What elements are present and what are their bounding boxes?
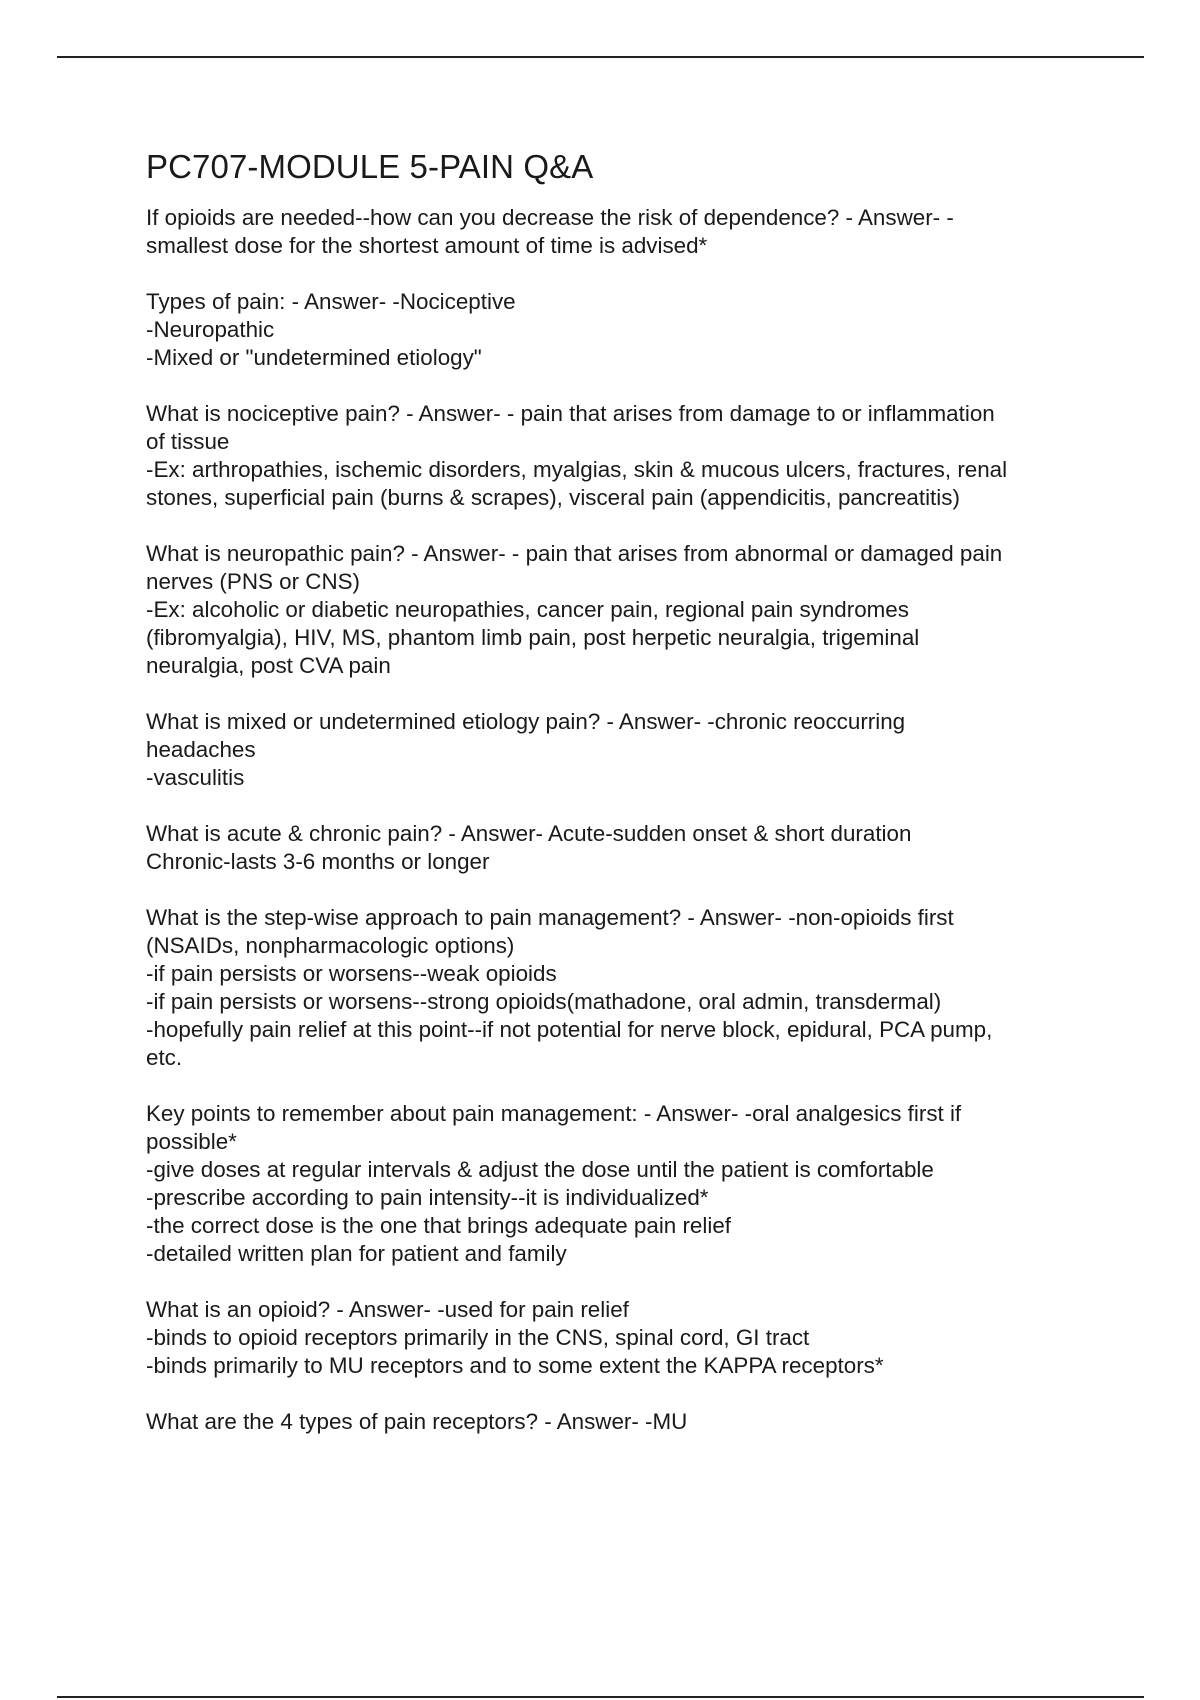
qa-text-line: What is neuropathic pain? - Answer- - pain that arises from abnormal or damaged pain [146, 541, 1003, 566]
qa-entry [146, 1296, 1086, 1380]
qa-text-line: Chronic-lasts 3-6 months or longer [146, 849, 490, 874]
qa-entry [146, 204, 1086, 260]
qa-text-line: neuralgia, post CVA pain [146, 653, 391, 678]
qa-text-line: What is nociceptive pain? - Answer- - pain that arises from damage to or inflammation [146, 401, 995, 426]
qa-text-line: If opioids are needed--how can you decrease the risk of dependence? - Answer- - [146, 205, 954, 230]
qa-text-line: -vasculitis [146, 765, 245, 790]
qa-text-line: What is mixed or undetermined etiology pain? - Answer- -chronic reoccurring [146, 709, 906, 734]
qa-text-line: stones, superficial pain (burns & scrapes), visceral pain (appendicitis, pancreatitis) [146, 485, 960, 510]
qa-text-line: Key points to remember about pain management: - Answer- -oral analgesics first if [146, 1101, 962, 1126]
qa-text-line: (fibromyalgia), HIV, MS, phantom limb pain, post herpetic neuralgia, trigeminal [146, 625, 920, 650]
qa-text-line: What is the step-wise approach to pain management? - Answer- -non-opioids first [146, 905, 954, 930]
qa-text-line: What are the 4 types of pain receptors? - Answer- -MU [146, 1409, 688, 1434]
qa-text-line: What is acute & chronic pain? - Answer- Acute-sudden onset & short duration [146, 821, 912, 846]
qa-text-line: -Neuropathic [146, 317, 275, 342]
top-divider [57, 56, 1144, 58]
qa-entry [146, 400, 1086, 512]
qa-text-line: nerves (PNS or CNS) [146, 569, 361, 594]
qa-entry [146, 904, 1086, 1072]
qa-text-line: -detailed written plan for patient and family [146, 1241, 567, 1266]
qa-entry [146, 1100, 1086, 1268]
qa-text-line: -the correct dose is the one that brings adequate pain relief [146, 1213, 732, 1238]
qa-text-line: smallest dose for the shortest amount of time is advised* [146, 233, 708, 258]
qa-text-line: -if pain persists or worsens--strong opioids(mathadone, oral admin, transdermal) [146, 989, 942, 1014]
qa-text-line: possible* [146, 1129, 237, 1154]
qa-entry [146, 288, 1086, 372]
qa-text-line: -if pain persists or worsens--weak opioids [146, 961, 557, 986]
qa-text-line: -Mixed or "undetermined etiology" [146, 345, 482, 370]
qa-text-line: -binds primarily to MU receptors and to some extent the KAPPA receptors* [146, 1353, 884, 1378]
qa-text-line: etc. [146, 1045, 183, 1070]
document-title: PC707-MODULE 5-PAIN Q&A [146, 148, 594, 185]
qa-entry [146, 1408, 1086, 1436]
qa-list [146, 204, 1086, 1436]
qa-text-line: -Ex: arthropathies, ischemic disorders, myalgias, skin & mucous ulcers, fractures, renal [146, 457, 1008, 482]
qa-text-line: headaches [146, 737, 256, 762]
qa-text-line: -binds to opioid receptors primarily in the CNS, spinal cord, GI tract [146, 1325, 810, 1350]
qa-text-line: -give doses at regular intervals & adjust the dose until the patient is comfortable [146, 1157, 934, 1182]
qa-text-line: (NSAIDs, nonpharmacologic options) [146, 933, 515, 958]
qa-text-line: -hopefully pain relief at this point--if not potential for nerve block, epidural, PCA pump, [146, 1017, 993, 1042]
qa-entry [146, 708, 1086, 792]
qa-text-line: of tissue [146, 429, 230, 454]
qa-text-line: -Ex: alcoholic or diabetic neuropathies, cancer pain, regional pain syndromes [146, 597, 909, 622]
qa-entry [146, 820, 1086, 876]
document-body [146, 140, 1086, 1464]
qa-text-line: -prescribe according to pain intensity--it is individualized* [146, 1185, 709, 1210]
qa-text-line: Types of pain: - Answer- -Nociceptive [146, 289, 516, 314]
qa-text-line: What is an opioid? - Answer- -used for pain relief [146, 1297, 629, 1322]
qa-entry [146, 540, 1086, 680]
bottom-divider [57, 1696, 1144, 1698]
